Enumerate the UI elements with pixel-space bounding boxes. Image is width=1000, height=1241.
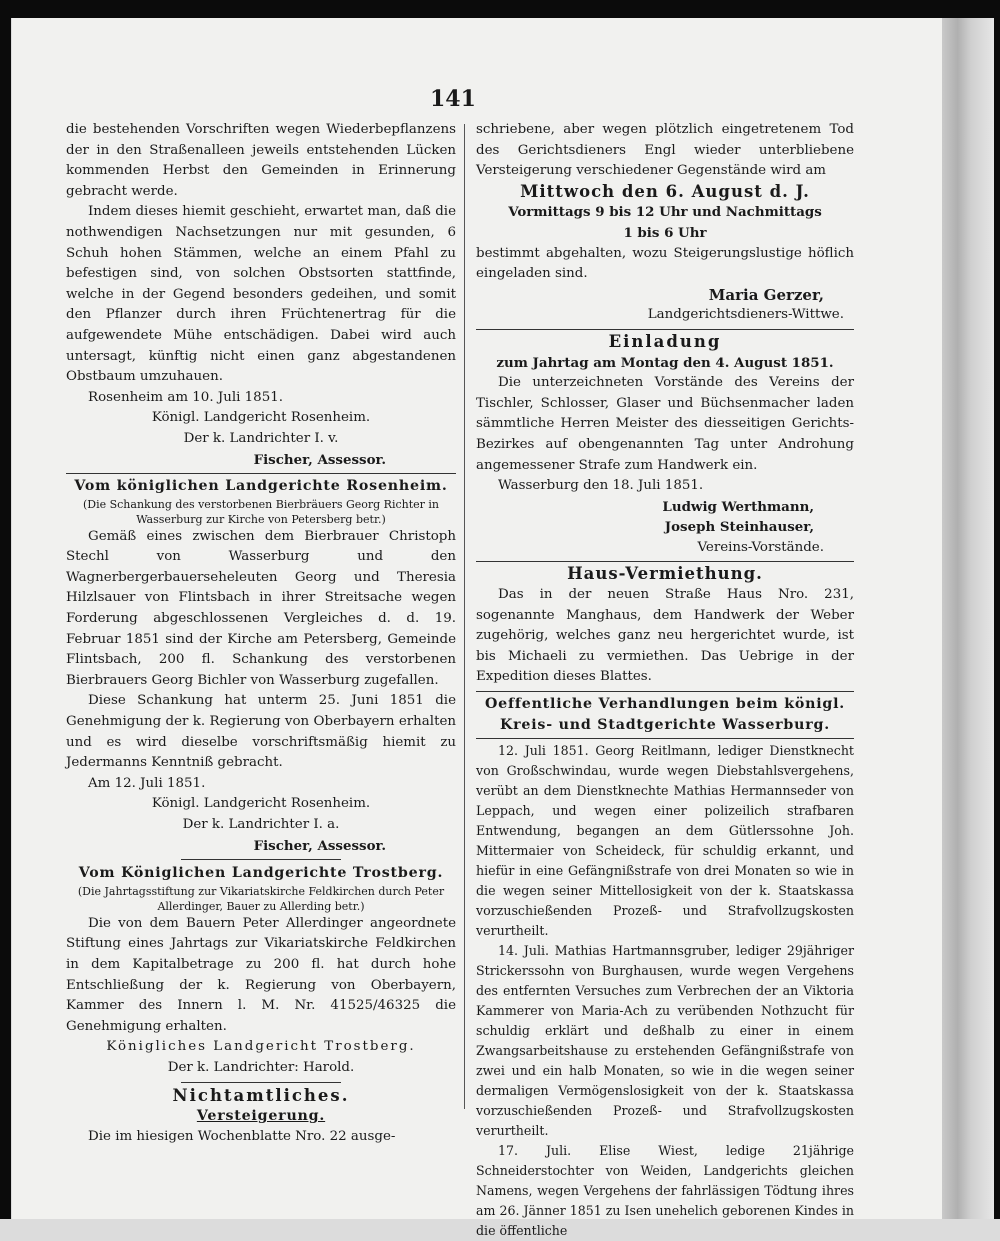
signature-office: Königliches Landgericht Trostberg.	[106, 1039, 416, 1055]
paragraph: schriebene, aber wegen plötzlich eingetretenem Tod des Gerichtsdieners Engl wieder unterbliebene Versteigerung verschiedener Gegenstände wird am	[476, 122, 854, 179]
signature-title: Der k. Landrichter I. a.	[182, 817, 340, 832]
section-rule	[476, 561, 854, 562]
auction-time: Vormittags 9 bis 12 Uhr und Nachmittags	[508, 204, 822, 221]
section-subtitle: zum Jahrtag am Montag den 4. August 1851.	[496, 354, 834, 371]
page-number: 141	[430, 86, 476, 112]
scan-border-right	[994, 0, 1000, 1219]
section-heading: Oeffentliche Verhandlungen beim königl. Kreis- und Stadtgerichte Wasserburg.	[484, 696, 846, 733]
section-subtitle: (Die Jahrtagsstiftung zur Vikariatskirche Feldkirchen durch Peter Allerdinger, Bauer zu Allerding betr.)	[77, 884, 445, 913]
short-rule	[181, 859, 341, 860]
date-line: Wasserburg den 18. Juli 1851.	[498, 478, 704, 494]
court-entry: 12. Juli 1851. Georg Reitlmann, lediger Dienstknecht von Großschwindau, wurde wegen Diebstahlsvergehens, verübt an dem Dienstknechte Mathias Hermannseder von Leppach, und wegen einer polizeilich strafbaren Entwendung, begangen an dem Gütlerssohne Joh. Mittermaier von Scheideck, für schuldig erkannt, und hiefür in eine Gefängnißstrafe von drei Monaten so wie in die wegen seiner Mittellosigkeit von der k. Staatskassa vorzuschießenden Prozeß- und Strafvollzugskosten verurtheilt.	[476, 743, 854, 939]
signature-title: Der k. Landrichter: Harold.	[167, 1059, 355, 1075]
paragraph: Gemäß eines zwischen dem Bierbrauer Christoph Stechl von Wasserburg und den Wagnerbergerbauerseheleuten Georg und Theresia Hilzlsauer von Flintsbach in ihrer Streitsache wegen Forderung abgeschlossenen Vergleiches d. d. 19. Februar 1851 sind der Kirche am Petersberg, Gemeinde Flintsbach, 200 fl. Schankung des verstorbenen Bierbrauers Georg Bichler von Wasserburg zugefallen.	[66, 528, 456, 688]
section-heading: Haus-Vermiethung.	[567, 564, 763, 584]
paragraph: Indem dieses hiemit geschieht, erwartet man, daß die nothwendigen Nachsetzungen nur mit gesunden, 6 Schuh hohen Stämmen, welche an einem Pfahl zu befestigen sind, von solchen Obstsorten stattfinde, welche in der Gegend besonders gedeihen, und somit den Pflanzer durch ihren Früchtenertrag für die aufgewendete Mühe entschädigen. Dabei wird auch untersagt, künftig nicht einen ganz abgestandenen Obstbaum umzuhauen.	[66, 204, 456, 385]
paragraph: Die im hiesigen Wochenblatte Nro. 22 ausge-	[88, 1128, 396, 1144]
paragraph: bestimmt abgehalten, wozu Steigerungslustige höflich eingeladen sind.	[476, 245, 854, 282]
section-heading: Einladung	[608, 331, 722, 351]
scan-border-left	[0, 0, 11, 1219]
scan-border-top	[0, 0, 1000, 18]
left-column	[66, 120, 456, 1147]
section-rule	[476, 691, 854, 692]
signature-title: Landgerichtsdieners-Wittwe.	[647, 307, 844, 323]
column-divider	[464, 124, 465, 1109]
section-heading: Vom königlichen Landgerichte Rosenheim.	[74, 478, 448, 495]
paragraph: Die von dem Bauern Peter Allerdinger angeordnete Stiftung eines Jahrtags zur Vikariatskirche Feldkirchen in dem Kapitalbetrage zu 200 fl. hat durch hohe Entschließung der k. Regierung von Oberbayern, Kammer des Innern l. M. Nr. 41525/46325 die Genehmigung erhalten.	[66, 915, 456, 1034]
signature-office: Königl. Landgericht Rosenheim.	[151, 410, 371, 426]
signature-title: Der k. Landrichter I. v.	[183, 430, 339, 446]
page-edge-shadow	[942, 18, 994, 1219]
section-rule	[66, 473, 456, 474]
signature-office: Königl. Landgericht Rosenheim.	[151, 796, 371, 812]
auction-time: 1 bis 6 Uhr	[623, 224, 707, 241]
section-heading-nonofficial: Nichtamtliches.	[172, 1085, 350, 1105]
signature-name: Ludwig Werthmann,	[662, 498, 814, 515]
signature-name: Fischer, Assessor.	[253, 837, 386, 854]
section-rule	[476, 329, 854, 330]
short-rule	[181, 1082, 341, 1083]
paragraph: Diese Schankung hat unterm 25. Juni 1851 die Genehmigung der k. Regierung von Oberbayern erhalten und es wird dieselbe vorschriftsmäßig hiemit zu Jedermanns Kenntniß gebracht.	[66, 693, 456, 771]
section-rule	[476, 738, 854, 739]
right-column	[476, 120, 854, 1241]
section-subtitle: (Die Schankung des verstorbenen Bierbräuers Georg Richter in Wasserburg zur Kirche von Petersberg betr.)	[82, 497, 440, 526]
auction-date: Mittwoch den 6. August d. J.	[520, 181, 810, 201]
paragraph: Die unterzeichneten Vorstände des Vereins der Tischler, Schlosser, Glaser und Büchsenmacher laden sämmtliche Herren Meister des diesseitigen Gerichts-Bezirkes auf obengenannten Tag unter Androhung angemessener Strafe zum Handwerk ein.	[476, 375, 854, 473]
paragraph: die bestehenden Vorschriften wegen Wiederbepflanzens der in den Straßenalleen jeweils entstehenden Lücken kommenden Herbst den Gemeinden in Erinnerung gebracht werde.	[66, 122, 456, 199]
signature-name: Maria Gerzer,	[708, 285, 824, 304]
paragraph: Das in der neuen Straße Haus Nro. 231, sogenannte Manghaus, dem Handwerk der Weber zugehörig, welches ganz neu hergerichtet wurde, ist bis Michaeli zu vermiethen. Das Uebrige in der Expedition dieses Blattes.	[476, 587, 854, 685]
signature-name: Fischer, Assessor.	[253, 451, 386, 468]
signature-name: Joseph Steinhauser,	[664, 519, 814, 536]
section-heading: Versteigerung.	[196, 1108, 326, 1125]
date-line: Am 12. Juli 1851.	[88, 775, 206, 791]
court-entry: 17. Juli. Elise Wiest, ledige 21jährige Schneiderstochter von Weiden, Landgerichts gleichen Namens, wegen Vergehens der fahrlässigen Tödtung ihres am 26. Jänner 1851 zu Isen unehelich geborenen Kindes in die öffentliche	[476, 1143, 854, 1239]
signature-title: Vereins-Vorstände.	[697, 539, 824, 555]
date-line: Rosenheim am 10. Juli 1851.	[88, 389, 283, 405]
section-heading: Vom Königlichen Landgerichte Trostberg.	[78, 865, 444, 882]
court-entry: 14. Juli. Mathias Hartmannsgruber, lediger 29jähriger Strickerssohn von Burghausen, wurde wegen Vergehens des entfernten Versuches zum Verbrechen der an Viktoria Kammerer von Maria-Ach zu verübenden Nothzucht für schuldig erklärt und deßhalb zu einer in einem Zwangsarbeitshause zu erstehenden Gefängnißstrafe von zwei und ein halb Monaten, so wie in die wegen seiner dermaligen Vermögenslosigkeit von der k. Staatskassa vorzuschießenden Prozeß- und Strafvollzugskosten verurtheilt.	[476, 943, 854, 1139]
